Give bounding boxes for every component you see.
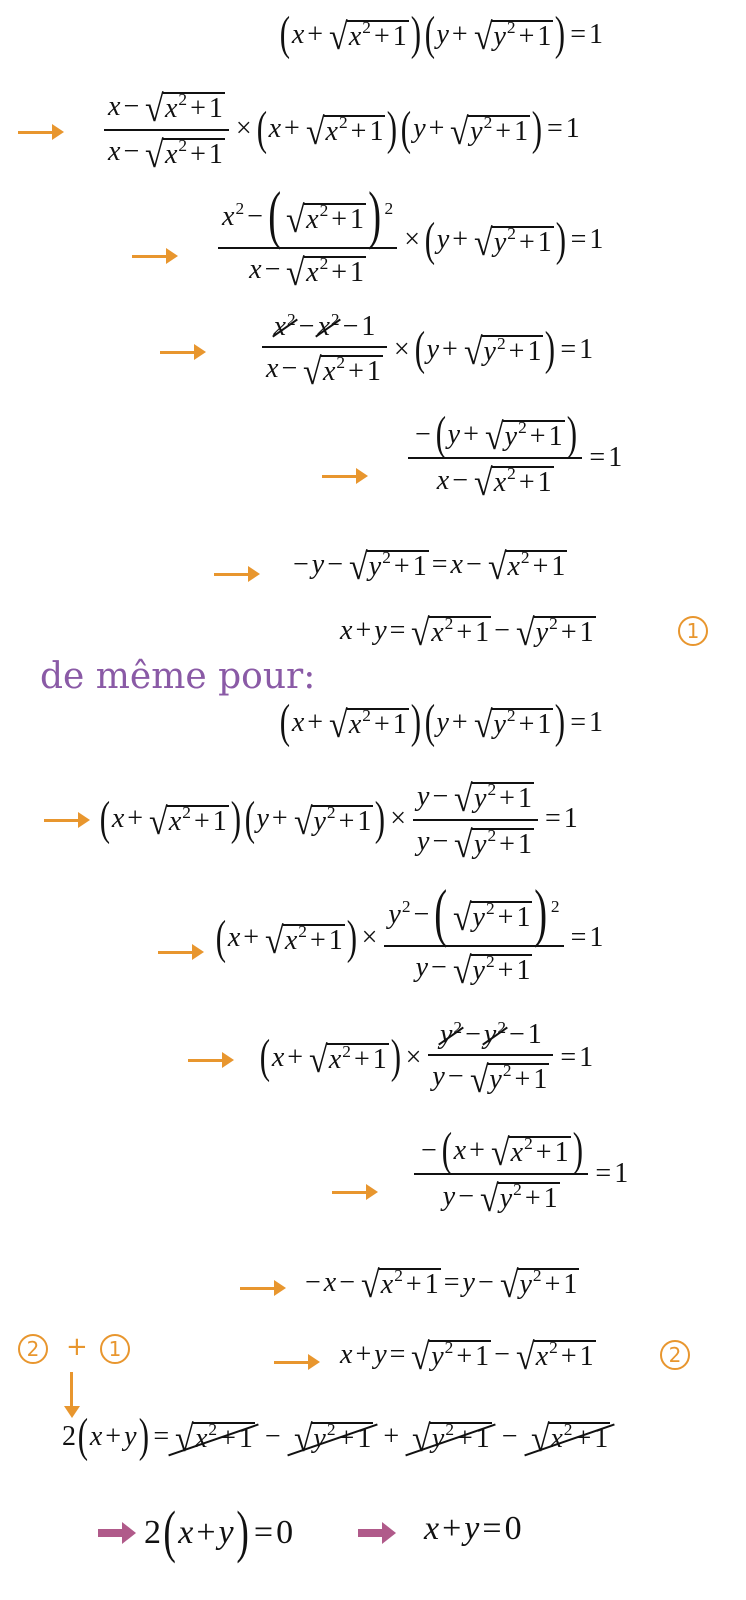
right-arrow-icon: [322, 466, 368, 486]
equation-2: x − √ x 2 + 1 x − √ x 2 + 1 × ( x + √ x 2 + 1 ) ( y + √ y 2 + 1 ) = 1: [100, 88, 580, 172]
equation-8: ( x + √ x 2 + 1 ) ( y + √ y 2 + 1 ) = 1: [279, 696, 604, 748]
right-arrow-icon: [240, 1278, 286, 1298]
right-arrow-icon: [188, 1050, 234, 1070]
right-arrow-icon: [160, 342, 206, 362]
equation-16: 2 ( x + y ) = 0: [144, 1499, 294, 1564]
equation-14: x + y = √ y 2 + 1 − √ x 2 + 1: [340, 1336, 594, 1378]
right-arrow-icon: [132, 246, 178, 266]
section-heading: de même pour:: [40, 656, 316, 697]
equation-17: x + y = 0: [424, 1510, 522, 1547]
equation-7: x + y = √ x 2 + 1 − √ y 2 + 1: [340, 612, 594, 654]
right-arrow-icon: [44, 810, 90, 830]
equation-12: − ( x + √ x 2 + 1 ) y − √ y 2 + 1 = 1: [410, 1132, 628, 1216]
equation-label-1: 1: [678, 616, 708, 646]
equation-9: ( x + √ x 2 + 1 ) ( y + √ y 2 + 1 ) × y − √ y 2 + 1 y − √ y 2 + 1 = 1: [99, 778, 578, 866]
right-arrow-icon: [214, 564, 260, 584]
equation-11: ( x + √ x 2 + 1 ) × $y^2$ − $y^2$ − 1 y − √ y 2 + 1 = 1: [259, 1018, 594, 1101]
equation-1: ( x + √ x 2 + 1 ) ( y + √ y 2 + 1 ) = 1: [279, 8, 604, 60]
right-arrow-icon: [98, 1522, 136, 1544]
equation-6: − y − √ y 2 + 1 = x − √ x 2 + 1: [293, 546, 566, 588]
equation-4: $x^2$ − $x^2$ − 1 x − √ x 2 + 1 × ( y + √ y 2 + 1 ) = 1: [258, 312, 593, 389]
equation-label-2: 2: [660, 1340, 690, 1370]
combo-label-1: 1: [100, 1334, 130, 1364]
equation-10: ( x + √ x 2 + 1 ) × y 2 − ( √ y 2 + 1 ) 2 y − √ y 2 + 1 = 1: [215, 877, 604, 992]
equation-13: − x − √ x 2 + 1 = y − √ y 2 + 1: [305, 1264, 578, 1306]
right-arrow-icon: [274, 1352, 320, 1372]
right-arrow-icon: [332, 1182, 378, 1202]
combo-plus: +: [66, 1332, 88, 1362]
equation-3: x 2 − ( √ x 2 + 1 ) 2 x − √ x 2 + 1 × ( y + √ y 2 + 1 ) = 1: [214, 192, 603, 289]
equation-5: − ( y + √ y 2 + 1 ) x − √ x 2 + 1 = 1: [404, 416, 622, 500]
right-arrow-icon: [18, 122, 64, 142]
equation-15: 2 ( x + y ) = √ x 2 + 1 − √ y 2 + 1 + √ y 2 + 1 − √ x 2 + 1: [62, 1410, 609, 1462]
right-arrow-icon: [358, 1522, 396, 1544]
right-arrow-icon: [158, 942, 204, 962]
combo-label-2: 2: [18, 1334, 48, 1364]
